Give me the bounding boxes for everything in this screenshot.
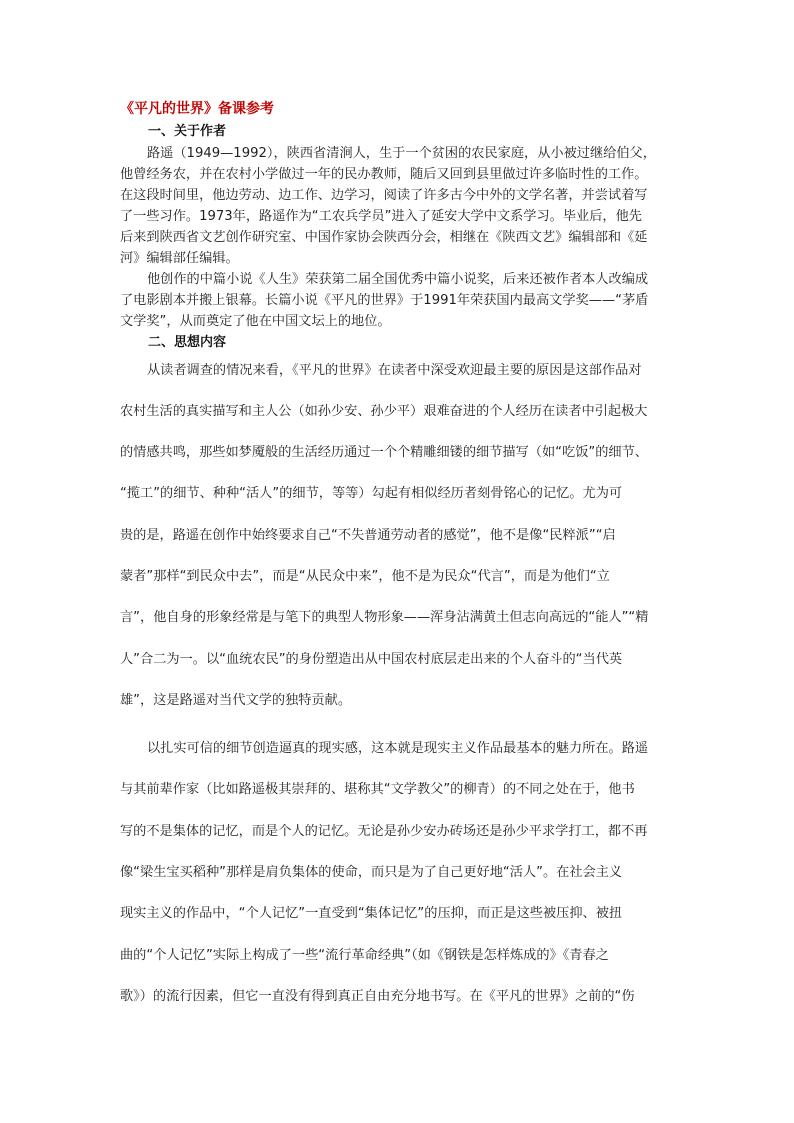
- paragraph-line: 河》编辑部任编辑。: [120, 251, 239, 266]
- paragraph-line: 写的不是集体的记忆，而是个人的记忆。无论是孙少安办砖场还是孙少平求学打工，都不再: [120, 824, 648, 839]
- paragraph-line: 他创作的中篇小说《人生》荣获第二届全国优秀中篇小说奖，后来还被作者本人改编成: [147, 272, 649, 287]
- paragraph-line: “揽工”的细节、种种“活人”的细节，等等）勾起有相似经历者刻骨铭心的记忆。尤为可: [120, 486, 623, 501]
- paragraph-line: 文学奖”，从而奠定了他在中国文坛上的地位。: [120, 314, 391, 329]
- paragraph-line: 与其前辈作家（比如路遥极其崇拜的、堪称其“文学教父”的柳青）的不同之处在于，他书: [120, 782, 635, 797]
- paragraph-line: 路遥（1949—1992），陕西省清涧人，生于一个贫困的农民家庭，从小被过继给伯父，: [147, 146, 656, 161]
- paragraph-line: 歌》）的流行因素，但它一直没有得到真正自由充分地书写。在《平凡的世界》之前的“伤: [120, 989, 635, 1004]
- section-heading-content: 二、思想内容: [148, 335, 227, 350]
- paragraph-line: 雄”，这是路遥对当代文学的独特贡献。: [120, 693, 352, 708]
- document-title: 《平凡的世界》备课参考: [120, 101, 274, 117]
- paragraph-line: 人”合二为一。以“血统农民”的身份塑造出从中国农村底层走出来的个人奋斗的“当代英: [120, 652, 623, 667]
- paragraph-line: 他曾经务农，并在农村小学做过一年的民办教师，随后又回到县里做过许多临时性的工作。: [120, 167, 648, 182]
- paragraph-line: 以扎实可信的细节创造逼真的现实感，这本就是现实主义作品最基本的魅力所在。路遥: [147, 741, 649, 756]
- paragraph-line: 的情感共鸣，那些如梦魇般的生活经历通过一个个精雕细镂的细节描写（如“吃饭”的细节、: [120, 445, 648, 460]
- paragraph-line: 言”，他自身的形象经常是与笔下的典型人物形象——浑身沾满黄土但志向高远的“能人”“精: [120, 610, 649, 625]
- paragraph-line: 曲的“个人记忆”实际上构成了一些“流行革命经典”（如《钢铁是怎样炼成的》《青春之: [120, 948, 609, 963]
- paragraph-line: 现实主义的作品中，“个人记忆”一直受到“集体记忆”的压抑，而正是这些被压抑、被扭: [120, 906, 623, 921]
- paragraph-line: 像“梁生宝买稻种”那样是肩负集体的使命，而只是为了自己更好地“活人”。在社会主义: [120, 865, 623, 880]
- paragraph-line: 贵的是，路遥在创作中始终要求自己“不失普通劳动者的感觉”，他不是像“民粹派”“启: [120, 528, 616, 543]
- paragraph-line: 蒙者”那样“到民众中去”，而是“从民众中来”，他不是为民众“代言”，而是为他们“立: [120, 569, 610, 584]
- paragraph-line: 农村生活的真实描写和主人公（如孙少安、孙少平）艰难奋进的个人经历在读者中引起极大: [120, 404, 648, 419]
- paragraph-line: 了一些习作。1973年，路遥作为“工农兵学员”进入了延安大学中文系学习。毕业后，他先: [120, 209, 642, 224]
- paragraph-line: 后来到陕西省文艺创作研究室、中国作家协会陕西分会，相继在《陕西文艺》编辑部和《延: [120, 230, 648, 245]
- paragraph-line: 了电影剧本并搬上银幕。长篇小说《平凡的世界》于1991年荣获国内最高文学奖——“茅盾: [120, 293, 649, 308]
- paragraph-line: 从读者调查的情况来看，《平凡的世界》在读者中深受欢迎最主要的原因是这部作品对: [147, 363, 642, 378]
- paragraph-line: 在这段时间里，他边劳动、边工作、边学习，阅读了许多古今中外的文学名著，并尝试着写: [120, 188, 648, 203]
- section-heading-author: 一、关于作者: [148, 124, 227, 139]
